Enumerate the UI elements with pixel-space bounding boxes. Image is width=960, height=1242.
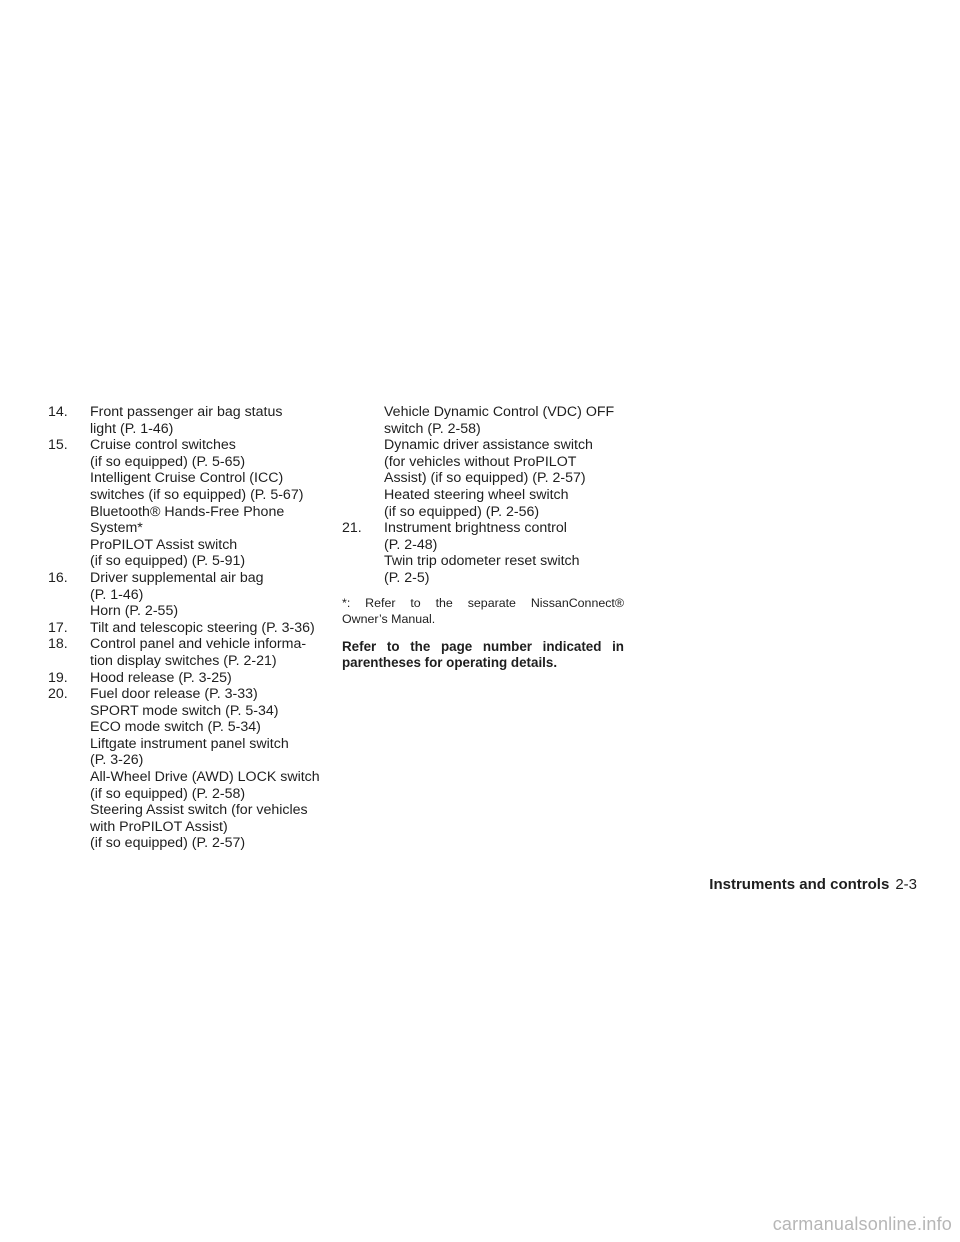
item-line: (if so equipped) (P. 2-58) xyxy=(90,785,246,802)
operating-details-line: Refer to the page number indicated in xyxy=(342,638,624,654)
item-line: Steering Assist switch (for vehicles xyxy=(90,802,308,819)
item-line: (P. 2-5) xyxy=(384,569,430,586)
list-item xyxy=(48,570,340,620)
item-number: 16. xyxy=(48,569,68,586)
item-line: Hood release (P. 3-25) xyxy=(90,669,232,686)
item-number: 19. xyxy=(48,669,68,686)
item-line: Bluetooth® Hands-Free Phone xyxy=(90,503,285,520)
list-item xyxy=(48,686,340,852)
page-number: 2-3 xyxy=(895,876,917,893)
list-item xyxy=(48,404,340,437)
item-number: 17. xyxy=(48,619,68,636)
item-line: Intelligent Cruise Control (ICC) xyxy=(90,470,284,487)
item-number: 21. xyxy=(342,520,362,537)
item-line: (if so equipped) (P. 5-91) xyxy=(90,553,246,570)
item-line: Liftgate instrument panel switch xyxy=(90,735,289,752)
list-item xyxy=(48,620,340,637)
footnote-line: Owner’s Manual. xyxy=(342,611,436,626)
item-line: ProPILOT Assist switch xyxy=(90,536,238,553)
item-line: tion display switches (P. 2-21) xyxy=(90,652,277,669)
item-line: (P. 1-46) xyxy=(90,586,144,603)
item-line: Front passenger air bag status xyxy=(90,404,283,420)
item-line: Heated steering wheel switch xyxy=(384,486,569,503)
section-title: Instruments and controls xyxy=(709,876,890,893)
operating-details-note xyxy=(342,639,624,672)
list-item xyxy=(48,670,340,687)
item-line: light (P. 1-46) xyxy=(90,420,174,437)
item-line: Tilt and telescopic steering (P. 3-36) xyxy=(90,619,315,636)
item-line: Assist) (if so equipped) (P. 2-57) xyxy=(384,470,586,487)
list-item xyxy=(342,520,624,586)
footnote-line: *: Refer to the separate NissanConnect® xyxy=(342,595,624,610)
item-line: SPORT mode switch (P. 5-34) xyxy=(90,702,279,719)
list-item xyxy=(48,437,340,570)
item-line: (P. 3-26) xyxy=(90,752,144,769)
item-line: Dynamic driver assistance switch xyxy=(384,437,593,454)
operating-details-line: parentheses for operating details. xyxy=(342,655,558,671)
item-line: Cruise control switches xyxy=(90,437,236,454)
item-line: Instrument brightness control xyxy=(384,520,567,537)
item-line: Driver supplemental air bag xyxy=(90,569,264,586)
item-number: 20. xyxy=(48,686,68,703)
footnote xyxy=(342,595,624,627)
item-line: Vehicle Dynamic Control (VDC) OFF xyxy=(384,404,615,420)
page-footer xyxy=(709,876,917,893)
item-line: (P. 2-48) xyxy=(384,536,438,553)
item-line: Horn (P. 2-55) xyxy=(90,603,179,620)
item-line: with ProPILOT Assist) xyxy=(90,818,228,835)
item-continuation xyxy=(384,404,624,520)
item-line: (if so equipped) (P. 2-57) xyxy=(90,835,246,852)
left-column xyxy=(48,404,340,852)
watermark: carmanualsonline.info xyxy=(772,1214,952,1234)
right-column xyxy=(342,404,624,672)
item-line: (if so equipped) (P. 5-65) xyxy=(90,453,246,470)
item-line: Control panel and vehicle informa- xyxy=(90,636,307,653)
list-item xyxy=(48,636,340,669)
item-line: switch (P. 2-58) xyxy=(384,420,481,437)
item-line: System* xyxy=(90,520,143,537)
item-number: 18. xyxy=(48,636,68,653)
item-line: ECO mode switch (P. 5-34) xyxy=(90,719,261,736)
item-number: 14. xyxy=(48,404,68,420)
item-line: (if so equipped) (P. 2-56) xyxy=(384,503,540,520)
item-line: (for vehicles without ProPILOT xyxy=(384,453,577,470)
item-line: switches (if so equipped) (P. 5-67) xyxy=(90,486,304,503)
item-line: Fuel door release (P. 3-33) xyxy=(90,686,258,703)
item-line: All-Wheel Drive (AWD) LOCK switch xyxy=(90,769,320,786)
item-line: Twin trip odometer reset switch xyxy=(384,553,580,570)
item-number: 15. xyxy=(48,437,68,454)
